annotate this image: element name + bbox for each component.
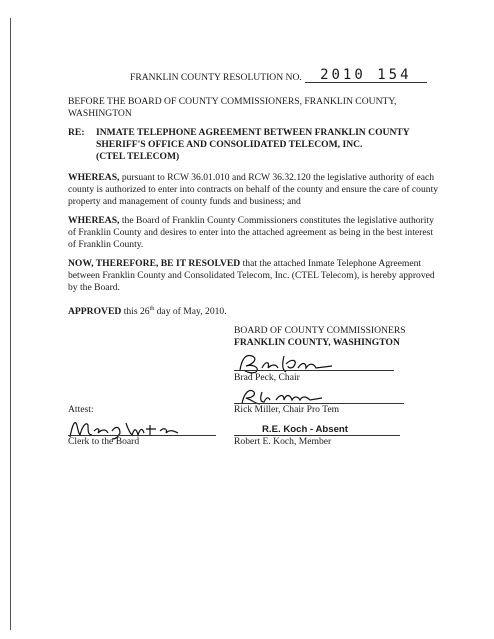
signer-2-name: Rick Miller, Chair Pro Tem (234, 404, 340, 415)
before-line-1: BEFORE THE BOARD OF COUNTY COMMISSIONERS, FRANKLIN COUNTY, (68, 96, 397, 107)
re-line-3: (CTEL TELECOM) (96, 151, 180, 162)
whereas-paragraph-1 (68, 172, 440, 209)
re-subject (96, 127, 456, 163)
whereas-2-keyword: WHEREAS, (68, 215, 120, 226)
approved-line (68, 303, 227, 318)
approved-text-b: day of May, 2010. (154, 306, 227, 317)
whereas-1-text: pursuant to RCW 36.01.010 and RCW 36.32.120 the legislative authority of each county is authorized to enter into contracts on behalf of the county and ensure the care of county property and management of county funds and business; and (68, 172, 439, 208)
resolved-keyword: NOW, THEREFORE, BE IT RESOLVED (68, 258, 241, 269)
approved-sup: th (149, 306, 155, 312)
resolved-paragraph (68, 258, 440, 295)
scan-edge-line (10, 18, 11, 630)
clerk-label: Clerk to the Board (68, 436, 140, 447)
board-line-2: FRANKLIN COUNTY, WASHINGTON (234, 337, 400, 348)
signer-1-name: Brad Peck, Chair (234, 372, 300, 383)
approved-keyword: APPROVED (68, 306, 122, 317)
before-line-2: WASHINGTON (68, 108, 132, 119)
re-line-1: INMATE TELEPHONE AGREEMENT BETWEEN FRANKLIN COUNTY (96, 127, 410, 138)
attest-label: Attest: (68, 404, 94, 415)
whereas-1-keyword: WHEREAS, (68, 172, 120, 183)
approved-text-a: this 26 (121, 306, 150, 317)
whereas-paragraph-2 (68, 215, 440, 252)
resolved-text: that the attached Inmate Telephone Agreement between Franklin County and Consolidated Telecom, Inc. (CTEL Telecom), is hereby approved by the Board. (68, 258, 435, 294)
signature-line-1 (234, 370, 394, 371)
resolution-number: 2010 154 (305, 68, 427, 83)
signer-3-absent: R.E. Koch - Absent (262, 424, 348, 435)
resolution-heading (130, 68, 427, 83)
re-line-2: SHERIFF'S OFFICE AND CONSOLIDATED TELECOM, INC. (96, 139, 363, 150)
re-label: RE: (68, 127, 85, 138)
resolution-label: FRANKLIN COUNTY RESOLUTION NO. (130, 72, 302, 83)
whereas-2-text: the Board of Franklin County Commissioners constitutes the legislative authority of Franklin County and desires to enter into the attached agreement as being in the best interest of Franklin County. (68, 215, 434, 251)
signer-3-name: Robert E. Koch, Member (234, 436, 332, 447)
board-line-1: BOARD OF COUNTY COMMISSIONERS (234, 325, 406, 336)
